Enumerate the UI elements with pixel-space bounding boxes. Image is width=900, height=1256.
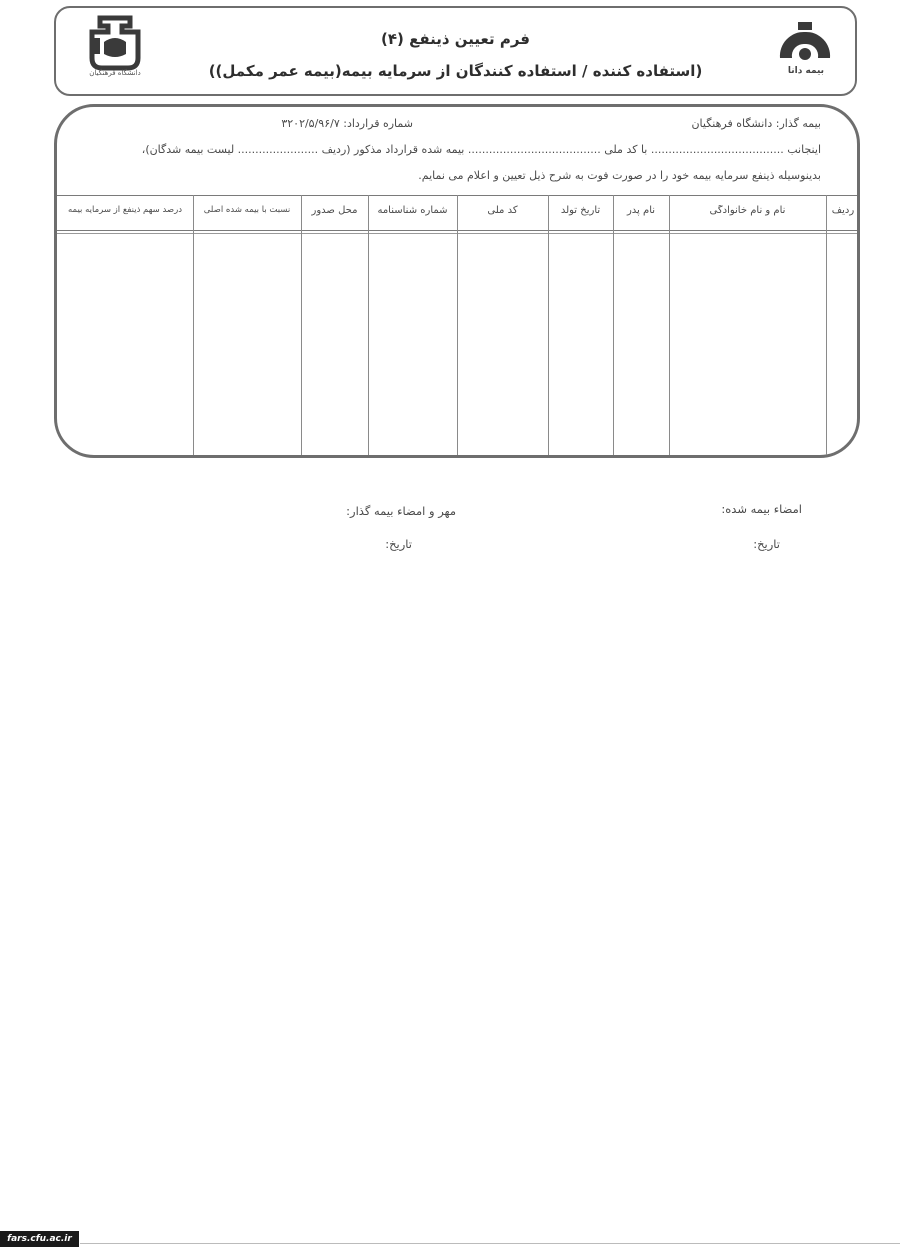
declaration-line: بدینوسیله ذینفع سرمایه بیمه خود را در صورت فوت به شرح ذیل تعیین و اعلام می نمایم.	[418, 169, 821, 182]
col-full-name: نام و نام خانوادگی	[709, 205, 786, 216]
applicant-name-blank[interactable]: اینجانب ......................................	[650, 143, 821, 156]
col-issue-place: محل صدور	[311, 205, 358, 216]
col-national-code: کد ملی	[487, 205, 518, 216]
site-badge: fars.cfu.ac.ir	[0, 1231, 79, 1247]
col-father-name: نام پدر	[626, 205, 656, 216]
insurer-signature-label: مهر و امضاء بیمه گذار:	[346, 504, 456, 518]
national-code-blank[interactable]: با کد ملی ......................................	[467, 143, 648, 156]
column-divider	[548, 195, 549, 455]
contract-label: شماره قرارداد:	[343, 117, 413, 130]
beneficiary-form	[54, 104, 860, 458]
col-birth-date: تاریخ تولد	[560, 205, 601, 216]
insurer-row	[691, 117, 821, 130]
insured-date-label: تاریخ:	[753, 537, 780, 551]
form-title: فرم تعیین ذینفع (۴)	[380, 30, 531, 48]
column-divider	[613, 195, 614, 455]
footer-divider	[80, 1243, 900, 1244]
insurance-logo-text: بیمه دانا	[787, 66, 825, 76]
header-box	[54, 6, 857, 96]
applicant-line[interactable]	[142, 143, 821, 156]
form-subtitle: (استفاده کننده / استفاده کنندگان از سرمایه بیمه(بیمه عمر مکمل))	[208, 62, 703, 80]
insurer-value: دانشگاه فرهنگیان	[691, 117, 773, 130]
column-divider	[669, 195, 670, 455]
list-row-blank[interactable]: بیمه شده قرارداد مذکور (ردیف ....................... لیست بیمه شدگان)،	[141, 143, 465, 156]
col-relation: نسبت با بیمه شده اصلی	[203, 205, 291, 215]
col-row-number: ردیف	[831, 205, 855, 216]
column-divider	[826, 195, 827, 455]
col-id-number: شماره شناسنامه	[377, 205, 448, 216]
contract-row	[281, 117, 413, 130]
column-divider	[457, 195, 458, 455]
insured-signature-label: امضاء بیمه شده:	[721, 502, 802, 516]
university-logo-text: دانشگاه فرهنگیان	[89, 69, 141, 77]
insurer-date-label: تاریخ:	[385, 537, 412, 551]
contract-number: ۳۲۰۲/۵/۹۶/۷	[281, 117, 340, 130]
column-divider	[193, 195, 194, 455]
col-share-percent: درصد سهم ذینفع از سرمایه بیمه	[67, 205, 183, 215]
insurer-label: بیمه گذار:	[775, 117, 821, 130]
column-divider	[301, 195, 302, 455]
column-divider	[368, 195, 369, 455]
